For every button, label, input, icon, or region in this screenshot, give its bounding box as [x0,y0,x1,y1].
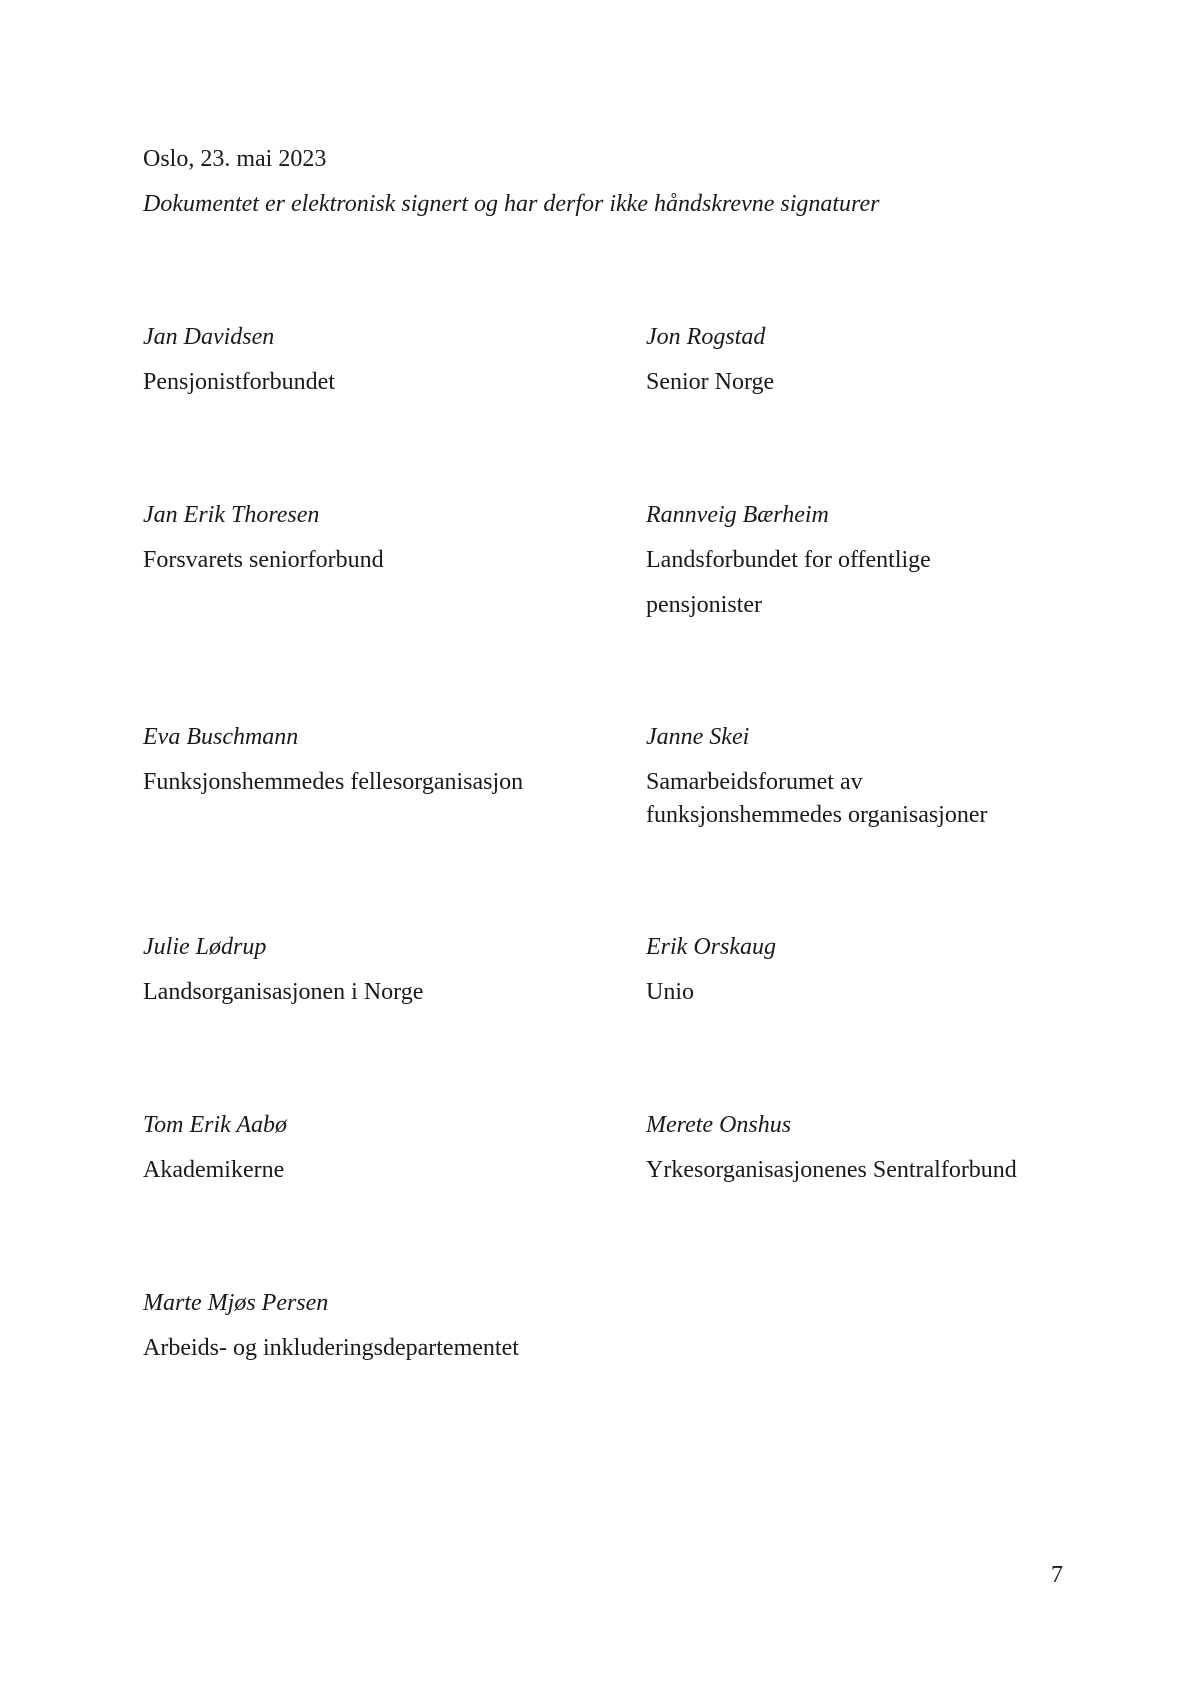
signatory-organization: Forsvarets seniorforbund [143,547,384,573]
signatory-organization-line1: Landsforbundet for offentlige [646,547,931,573]
signatory-name: Jon Rogstad [646,324,766,350]
signatory-organization: Yrkesorganisasjonenes Sentralforbund [646,1157,1017,1183]
signatory-organization-line2: pensjonister [646,592,762,618]
signature-note: Dokumentet er elektronisk signert og har derfor ikke håndskrevne signaturer [143,191,880,217]
signatory-organization-line2: funksjonshemmedes organisasjoner [646,802,988,828]
signatory-organization: Akademikerne [143,1157,285,1183]
page-number: 7 [1051,1562,1063,1588]
signatory-organization: Funksjonshemmedes fellesorganisasjon [143,769,524,795]
signatory-name: Erik Orskaug [646,934,776,960]
signatory-name: Julie Lødrup [143,934,267,960]
signatory-organization: Landsorganisasjonen i Norge [143,979,424,1005]
signatory-name: Jan Davidsen [143,324,275,350]
signatory-organization: Arbeids- og inkluderingsdepartementet [143,1335,519,1361]
signatory-name: Tom Erik Aabø [143,1112,288,1138]
signatory-name: Jan Erik Thoresen [143,502,320,528]
place-date: Oslo, 23. mai 2023 [143,146,327,172]
signatory-name: Rannveig Bærheim [646,502,829,528]
signatory-name: Eva Buschmann [143,724,299,750]
signatory-organization: Pensjonistforbundet [143,369,335,395]
signatory-organization: Senior Norge [646,369,775,395]
signatory-name: Janne Skei [646,724,750,750]
signatory-organization-line1: Samarbeidsforumet av [646,769,863,795]
signatory-name: Merete Onshus [646,1112,792,1138]
signatory-organization: Unio [646,979,694,1005]
signatory-name: Marte Mjøs Persen [143,1290,329,1316]
